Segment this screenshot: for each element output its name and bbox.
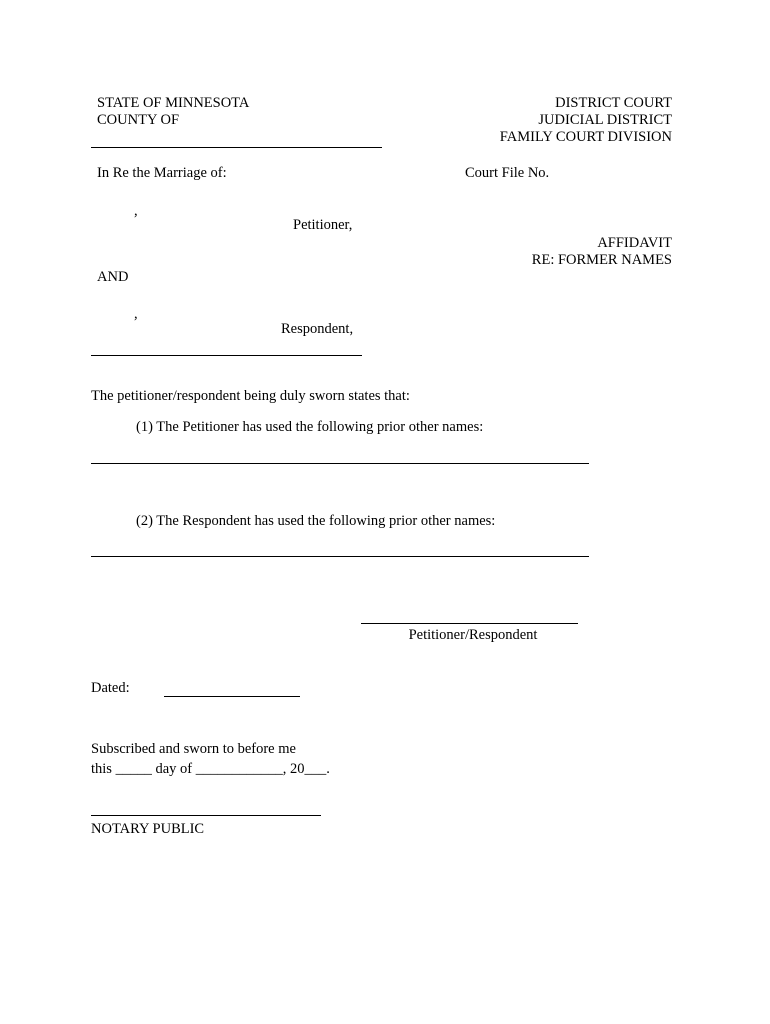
county-underline [91, 147, 382, 148]
dated-line [164, 696, 300, 697]
document-subtitle: RE: FORMER NAMES [531, 252, 672, 268]
item-1-statement: (1) The Petitioner has used the following prior other names: [136, 419, 484, 435]
dated-label: Dated: [91, 680, 130, 696]
petitioner-names-line [91, 463, 589, 464]
court-heading: DISTRICT COURT [555, 95, 672, 111]
in-re-label: In Re the Marriage of: [97, 165, 227, 181]
caption-underline [91, 355, 362, 356]
signature-line [361, 623, 578, 624]
respondent-name-comma: , [134, 306, 138, 322]
notary-signature-line [91, 815, 321, 816]
and-label: AND [97, 269, 129, 285]
district-heading: JUDICIAL DISTRICT [538, 112, 672, 128]
respondent-label: Respondent, [281, 321, 354, 337]
notary-label: NOTARY PUBLIC [91, 821, 205, 837]
document-title: AFFIDAVIT [597, 235, 672, 251]
sworn-date-statement: this _____ day of ____________, 20___. [91, 761, 330, 777]
petitioner-name-comma: , [134, 203, 138, 219]
court-file-label: Court File No. [465, 165, 550, 181]
county-heading: COUNTY OF [97, 112, 180, 128]
petitioner-label: Petitioner, [293, 217, 353, 233]
respondent-names-line [91, 556, 589, 557]
item-2-statement: (2) The Respondent has used the following prior other names: [136, 513, 496, 529]
division-heading: FAMILY COURT DIVISION [499, 129, 672, 145]
signature-label: Petitioner/Respondent [408, 627, 538, 643]
subscribed-statement: Subscribed and sworn to before me [91, 741, 296, 757]
state-heading: STATE OF MINNESOTA [97, 95, 250, 111]
intro-statement: The petitioner/respondent being duly sworn states that: [91, 388, 410, 404]
